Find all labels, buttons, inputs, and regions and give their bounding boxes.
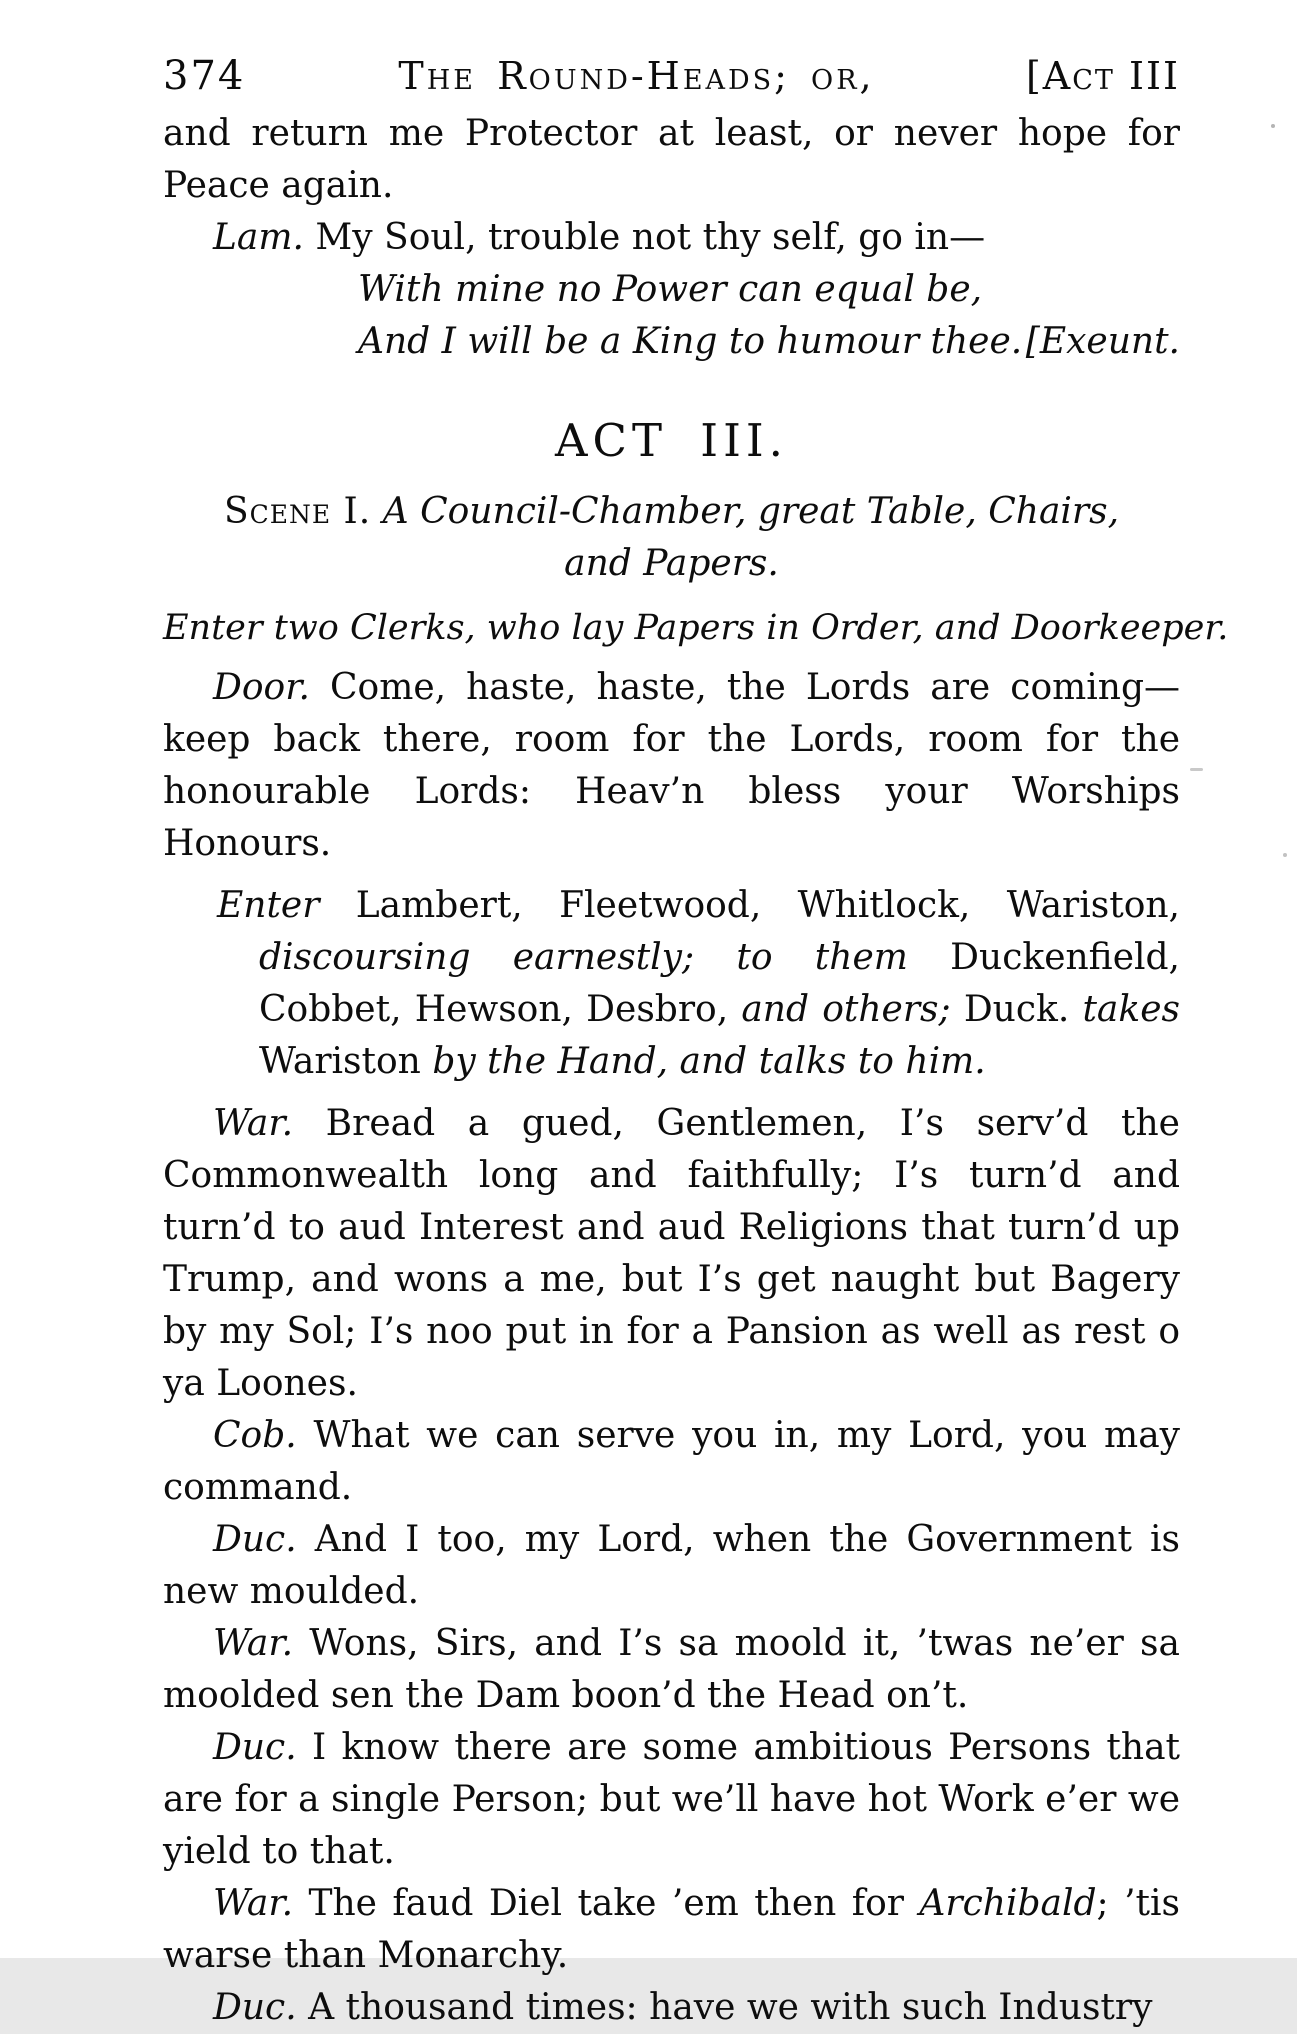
text-segment: With mine no Power can equal be, (358, 269, 983, 310)
speaker-name: Cob. (213, 1415, 297, 1456)
text-segment: Bread a gued, Gentlemen, I’s serv’d the Commonwealth long and faithfully; I’s turn’d and turn’d to aud Interest and aud Religions that turn’d up Trump, and wons a me, but I’s get naught but Bagery by my Sol; I’s noo put in for a Pansion as well as rest o ya Loones. (163, 1103, 1180, 1404)
text-segment: The faud Diel take ’em then for (293, 1883, 920, 1924)
text-segment: And I will be a King to humour thee. (358, 321, 1023, 362)
speech-duckenfield-3 (163, 1982, 1180, 2034)
text-segment: A Council-Chamber, great Table, Chairs, (371, 491, 1120, 532)
verse-line (358, 316, 1180, 368)
speech-wariston-2 (163, 1618, 1180, 1722)
stage-direction-clerks (163, 602, 1229, 654)
page-header (163, 50, 1180, 102)
speaker-name: Duc. (213, 1987, 297, 2028)
stage-direction-enter-lords (163, 880, 1180, 1088)
text-segment: ACT III. (555, 414, 788, 467)
speaker-name: Door. (213, 667, 310, 708)
text-segment: discoursing earnestly; to them (259, 937, 908, 978)
text-segment: ; ’tis warse than Monarchy. (163, 1883, 1180, 1976)
speech-lambert (163, 212, 1180, 264)
text-segment: and Papers. (564, 543, 779, 584)
act-heading (163, 412, 1180, 470)
running-title: The Round-Heads; or, (398, 54, 875, 98)
speech-duckenfield-1 (163, 1514, 1180, 1618)
speech-wariston-3 (163, 1878, 1180, 1982)
text-segment: A thousand times: have we with such Industry (296, 1987, 1153, 2028)
text-segment: What we can serve you in, my Lord, you may command. (163, 1415, 1180, 1508)
text-segment: Come, haste, haste, the Lords are coming—keep back there, room for the Lords, room for the honourable Lords: Heav’n bless your Worships Honours. (163, 667, 1180, 864)
page-number: 374 (163, 53, 246, 99)
exit-direction: [Exeunt. (1025, 321, 1180, 362)
text-segment: Scene I. (223, 491, 372, 532)
text-block (163, 50, 1229, 2034)
text-segment: by the Hand, and talks to him. (432, 1041, 986, 1082)
speaker-name: Duc. (213, 1519, 297, 1560)
scan-speck (1190, 768, 1203, 771)
speech-cobbet (163, 1410, 1180, 1514)
text-segment: Archibald (919, 1883, 1097, 1924)
text-segment: Lambert, Fleetwood, Whitlock, Wariston, (319, 885, 1180, 926)
speech-wariston-1 (163, 1098, 1180, 1410)
speech-doorkeeper (163, 662, 1180, 870)
scene-heading (163, 486, 1180, 590)
scene-heading-line (163, 538, 1180, 590)
text-segment: My Soul, trouble not thy self, go in— (303, 217, 986, 258)
scan-speck (1271, 124, 1275, 128)
text-segment: and return me Protector at least, or never hope for Peace again. (163, 113, 1180, 206)
page-body (163, 108, 1229, 2034)
speaker-name: Lam. (213, 217, 304, 258)
speech-duckenfield-2 (163, 1722, 1180, 1878)
text-segment: Wariston (259, 1041, 433, 1082)
text-segment: I know there are some ambitious Persons that are for a single Person; but we’ll have hot Work e’er we yield to that. (163, 1727, 1180, 1872)
text-segment: Wons, Sirs, and I’s sa moold it, ’twas ne’er sa moolded sen the Dam boon’d the Head on’t. (163, 1623, 1180, 1716)
act-label: [Act III (1025, 54, 1180, 98)
speaker-name: War. (213, 1623, 294, 1664)
text-segment: Enter two Clerks, who lay Papers in Order, and Doorkeeper. (163, 608, 1229, 648)
text-segment: Duckenfield, Cobbet, Hewson, Desbro, (259, 937, 1181, 1030)
verse-line (358, 264, 1180, 316)
verse-couplet (358, 264, 1180, 368)
text-segment: Enter (217, 885, 320, 926)
speaker-name: Duc. (213, 1727, 297, 1768)
speaker-name: War. (213, 1883, 294, 1924)
text-segment: and others; (741, 989, 951, 1030)
text-segment: Duck. (950, 989, 1083, 1030)
text-segment: And I too, my Lord, when the Government is new moulded. (163, 1519, 1180, 1612)
paragraph-continuation (163, 108, 1180, 212)
scene-heading-line (163, 486, 1180, 538)
scan-speck (1283, 853, 1287, 857)
speaker-name: War. (213, 1103, 294, 1144)
text-segment: takes (1082, 989, 1180, 1030)
